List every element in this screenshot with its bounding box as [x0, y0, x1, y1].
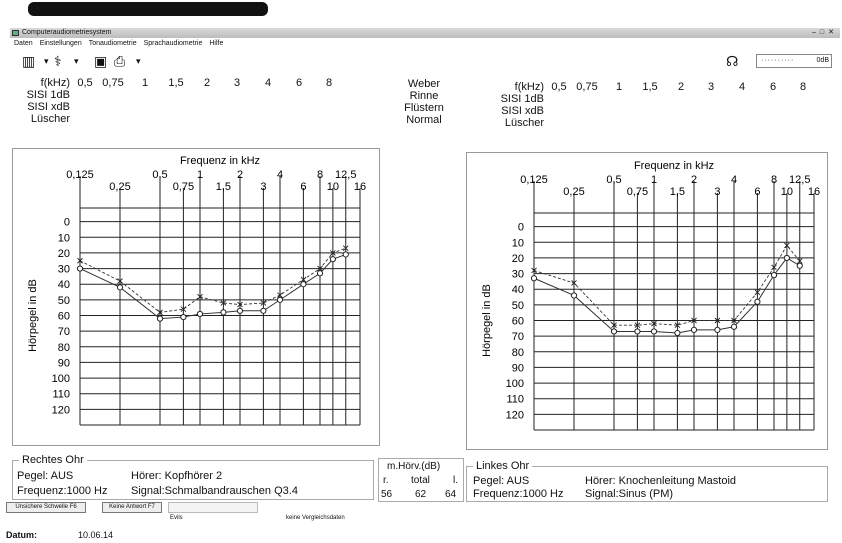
row-label: Lüscher	[30, 113, 70, 125]
data-point	[715, 327, 720, 332]
freq-cell: 0,5	[77, 77, 93, 89]
x-tick-label: 8	[316, 169, 324, 181]
speaker-icon[interactable]: ☊	[726, 53, 739, 69]
data-point	[237, 308, 242, 313]
y-tick-label: 110	[52, 388, 70, 401]
y-tick-label: 10	[57, 232, 70, 245]
y-tick-label: 0	[517, 221, 524, 234]
row-label: SISI xdB	[27, 101, 70, 113]
freq-cell: 4	[264, 77, 272, 89]
date-label: Datum:	[6, 530, 37, 540]
y-tick-label: 80	[511, 346, 524, 359]
x-tick-label: 0,125	[66, 169, 94, 181]
window-title: Computeraudiometriesystem	[22, 29, 112, 36]
x-tick-label: 6	[754, 186, 761, 198]
uncertain-threshold-button[interactable]: Unsichere Schwelle F6	[6, 502, 86, 513]
y-tick-label: 100	[51, 373, 70, 386]
x-tick-label: 0,25	[563, 186, 585, 198]
menu-hilfe[interactable]: Hilfe	[209, 40, 224, 47]
y-tick-label: 60	[57, 310, 70, 323]
y-tick-label: 80	[57, 341, 70, 354]
right-ear-heading: Rechtes Ohr	[19, 454, 87, 466]
y-tick-label: 60	[511, 315, 524, 328]
data-point	[197, 311, 202, 316]
freq-cell: 1	[141, 77, 149, 89]
test-fluestern[interactable]: Flüstern	[404, 102, 444, 114]
data-point	[691, 327, 696, 332]
dropdown-arrow-icon[interactable]: ▾	[136, 56, 141, 66]
middle-tests	[384, 78, 464, 126]
mhv-value-total: 62	[415, 489, 427, 500]
row-label: SISI 1dB	[26, 89, 70, 101]
y-tick-label: 50	[511, 299, 524, 312]
freq-cell: 3	[233, 77, 241, 89]
row-label: SISI xdB	[501, 105, 544, 117]
left-signal: Signal:Sinus (PM)	[585, 488, 674, 500]
mhv-title: m.Hörv.(dB)	[387, 461, 441, 472]
freq-cell: 6	[769, 81, 777, 93]
y-tick-label: 30	[57, 263, 70, 276]
param-header: f(kHz)	[514, 81, 544, 93]
y-tick-label: 90	[57, 357, 70, 370]
menu-sprachaudiometrie[interactable]: Sprachaudiometrie	[143, 40, 203, 47]
y-tick-label: 10	[511, 237, 524, 250]
right-signal: Signal:Schmalbandrauschen Q3.4	[131, 485, 298, 497]
x-tick-label: 4	[276, 169, 284, 181]
audiogram-left[interactable]	[466, 155, 828, 450]
level-display: ·········· 0dB	[756, 54, 832, 68]
data-point	[261, 308, 266, 313]
close-icon[interactable]: ✕	[828, 29, 838, 36]
x-tick-label: 10	[326, 181, 340, 193]
data-point	[784, 255, 789, 260]
data-point	[77, 266, 82, 271]
data-point	[771, 273, 776, 278]
minimize-icon[interactable]: –	[811, 29, 820, 36]
freq-cell: 6	[295, 77, 303, 89]
test-rinne[interactable]: Rinne	[409, 90, 439, 102]
data-point	[181, 314, 186, 319]
freq-cell: 8	[799, 81, 807, 93]
left-ear-heading: Linkes Ohr	[473, 460, 532, 472]
date-value: 10.06.14	[78, 530, 114, 540]
x-tick-label: 3	[714, 186, 721, 198]
x-tick-label: 12,5	[335, 169, 357, 181]
data-point	[301, 282, 306, 287]
x-tick-label: 16	[353, 181, 367, 193]
chart-title: Frequenz in kHz	[633, 160, 715, 172]
freq-cell: 0,75	[576, 81, 598, 93]
x-tick-label: 1,5	[669, 186, 686, 198]
right-frequenz: Frequenz:1000 Hz	[17, 485, 108, 497]
x-tick-label: 1	[650, 174, 658, 186]
mhv-header-l: l.	[453, 475, 458, 486]
row-label: Lüscher	[504, 117, 544, 129]
status-text-2: keine Vergleichsdaten	[286, 515, 345, 521]
mhv-header-r: r.	[383, 475, 389, 486]
window-controls[interactable]	[812, 28, 838, 38]
x-tick-label: 6	[300, 181, 307, 193]
redacted-bar	[28, 2, 268, 16]
chart-title: Frequenz in kHz	[179, 155, 261, 167]
freq-cell: 2	[203, 77, 211, 89]
x-tick-label: 1	[196, 169, 204, 181]
data-point	[221, 310, 226, 315]
data-point	[157, 316, 162, 321]
params-table-left	[496, 81, 818, 129]
y-tick-label: 30	[511, 268, 524, 281]
x-tick-label: 1,5	[215, 181, 232, 193]
x-tick-label: 0,25	[109, 181, 131, 193]
toolbar	[10, 50, 840, 72]
data-point	[343, 252, 348, 257]
data-point	[317, 271, 322, 276]
app-icon	[12, 30, 19, 36]
x-tick-label: 4	[730, 174, 738, 186]
y-axis-label: Hörpegel in dB	[27, 279, 39, 352]
param-header: f(kHz)	[40, 77, 70, 89]
test-normal[interactable]: Normal	[406, 114, 442, 126]
right-hoerer: Hörer: Kopfhörer 2	[131, 470, 223, 482]
right-ear-info	[12, 454, 374, 500]
data-point	[611, 329, 616, 334]
data-point	[755, 299, 760, 304]
status-text-1: Evils	[170, 515, 183, 521]
y-tick-label: 90	[511, 362, 524, 375]
maximize-icon[interactable]: □	[819, 29, 829, 36]
y-tick-label: 20	[511, 252, 524, 265]
data-point	[651, 329, 656, 334]
data-point	[531, 276, 536, 281]
x-tick-label: 2	[236, 169, 244, 181]
left-hoerer: Hörer: Knochenleitung Mastoid	[585, 475, 737, 487]
audiogram-right[interactable]	[12, 150, 380, 445]
dropdown-arrow-icon[interactable]: ▾	[44, 56, 49, 66]
right-pegel: Pegel: AUS	[17, 470, 74, 482]
row-label: SISI 1dB	[500, 93, 544, 105]
y-tick-label: 50	[57, 294, 70, 307]
data-point	[117, 285, 122, 290]
left-frequenz: Frequenz:1000 Hz	[473, 488, 564, 500]
freq-cell: 0,75	[102, 77, 124, 89]
y-tick-label: 100	[505, 378, 524, 391]
y-tick-label: 110	[506, 393, 524, 406]
title-bar	[10, 28, 840, 38]
menu-einstellungen[interactable]: Einstellungen	[39, 40, 82, 47]
freq-cell: 1	[615, 81, 623, 93]
test-weber[interactable]: Weber	[407, 78, 441, 90]
menu-daten[interactable]: Daten	[14, 40, 33, 47]
data-point	[731, 324, 736, 329]
data-point	[797, 263, 802, 268]
data-point	[571, 293, 576, 298]
x-tick-label: 0,125	[520, 174, 548, 186]
y-tick-label: 20	[57, 247, 70, 260]
freq-cell: 1,5	[168, 77, 184, 89]
x-tick-label: 8	[770, 174, 778, 186]
data-point	[675, 330, 680, 335]
mhv-value-l: 64	[445, 489, 457, 500]
database-icon[interactable]: ▥	[22, 53, 36, 69]
patient-icon[interactable]: ⚕	[54, 53, 62, 69]
print-icon[interactable]: ⎙	[114, 53, 126, 69]
x-tick-label: 10	[780, 186, 794, 198]
freq-cell: 2	[677, 81, 685, 93]
dropdown-arrow-icon[interactable]: ▾	[74, 56, 79, 66]
mhv-value-r: 56	[381, 489, 393, 500]
menu-bar	[10, 39, 840, 49]
y-tick-label: 120	[51, 404, 70, 417]
data-point	[635, 329, 640, 334]
data-point	[277, 297, 282, 302]
y-tick-label: 70	[57, 326, 70, 339]
mean-hearing-loss	[378, 458, 464, 502]
freq-cell: 3	[707, 81, 715, 93]
no-answer-button[interactable]: Keine Antwort F7	[102, 502, 162, 513]
left-ear-info	[466, 460, 828, 502]
x-tick-label: 12,5	[789, 174, 811, 186]
status-field-empty	[168, 502, 258, 513]
y-tick-label: 40	[511, 284, 524, 297]
y-tick-label: 70	[511, 331, 524, 344]
x-tick-label: 0,75	[172, 181, 195, 193]
save-icon[interactable]: ▣	[94, 53, 108, 69]
x-tick-label: 0,5	[152, 169, 168, 181]
y-tick-label: 120	[505, 409, 524, 422]
x-tick-label: 0,75	[626, 186, 649, 198]
menu-tonaudiometrie[interactable]: Tonaudiometrie	[88, 40, 137, 47]
x-tick-label: 0,5	[606, 174, 622, 186]
y-tick-label: 0	[63, 216, 70, 229]
freq-cell: 8	[325, 77, 333, 89]
left-pegel: Pegel: AUS	[473, 475, 530, 487]
status-bar	[2, 502, 832, 521]
freq-cell: 0,5	[551, 81, 567, 93]
freq-cell: 4	[738, 81, 746, 93]
freq-cell: 1,5	[642, 81, 658, 93]
y-tick-label: 40	[57, 279, 70, 292]
mhv-header-total: total	[411, 475, 430, 486]
x-tick-label: 2	[690, 174, 698, 186]
x-tick-label: 3	[260, 181, 267, 193]
y-axis-label: Hörpegel in dB	[481, 284, 493, 357]
level-unit: 0dB	[816, 57, 829, 64]
data-point	[330, 257, 335, 262]
x-tick-label: 16	[807, 186, 821, 198]
params-table-right	[22, 77, 344, 125]
